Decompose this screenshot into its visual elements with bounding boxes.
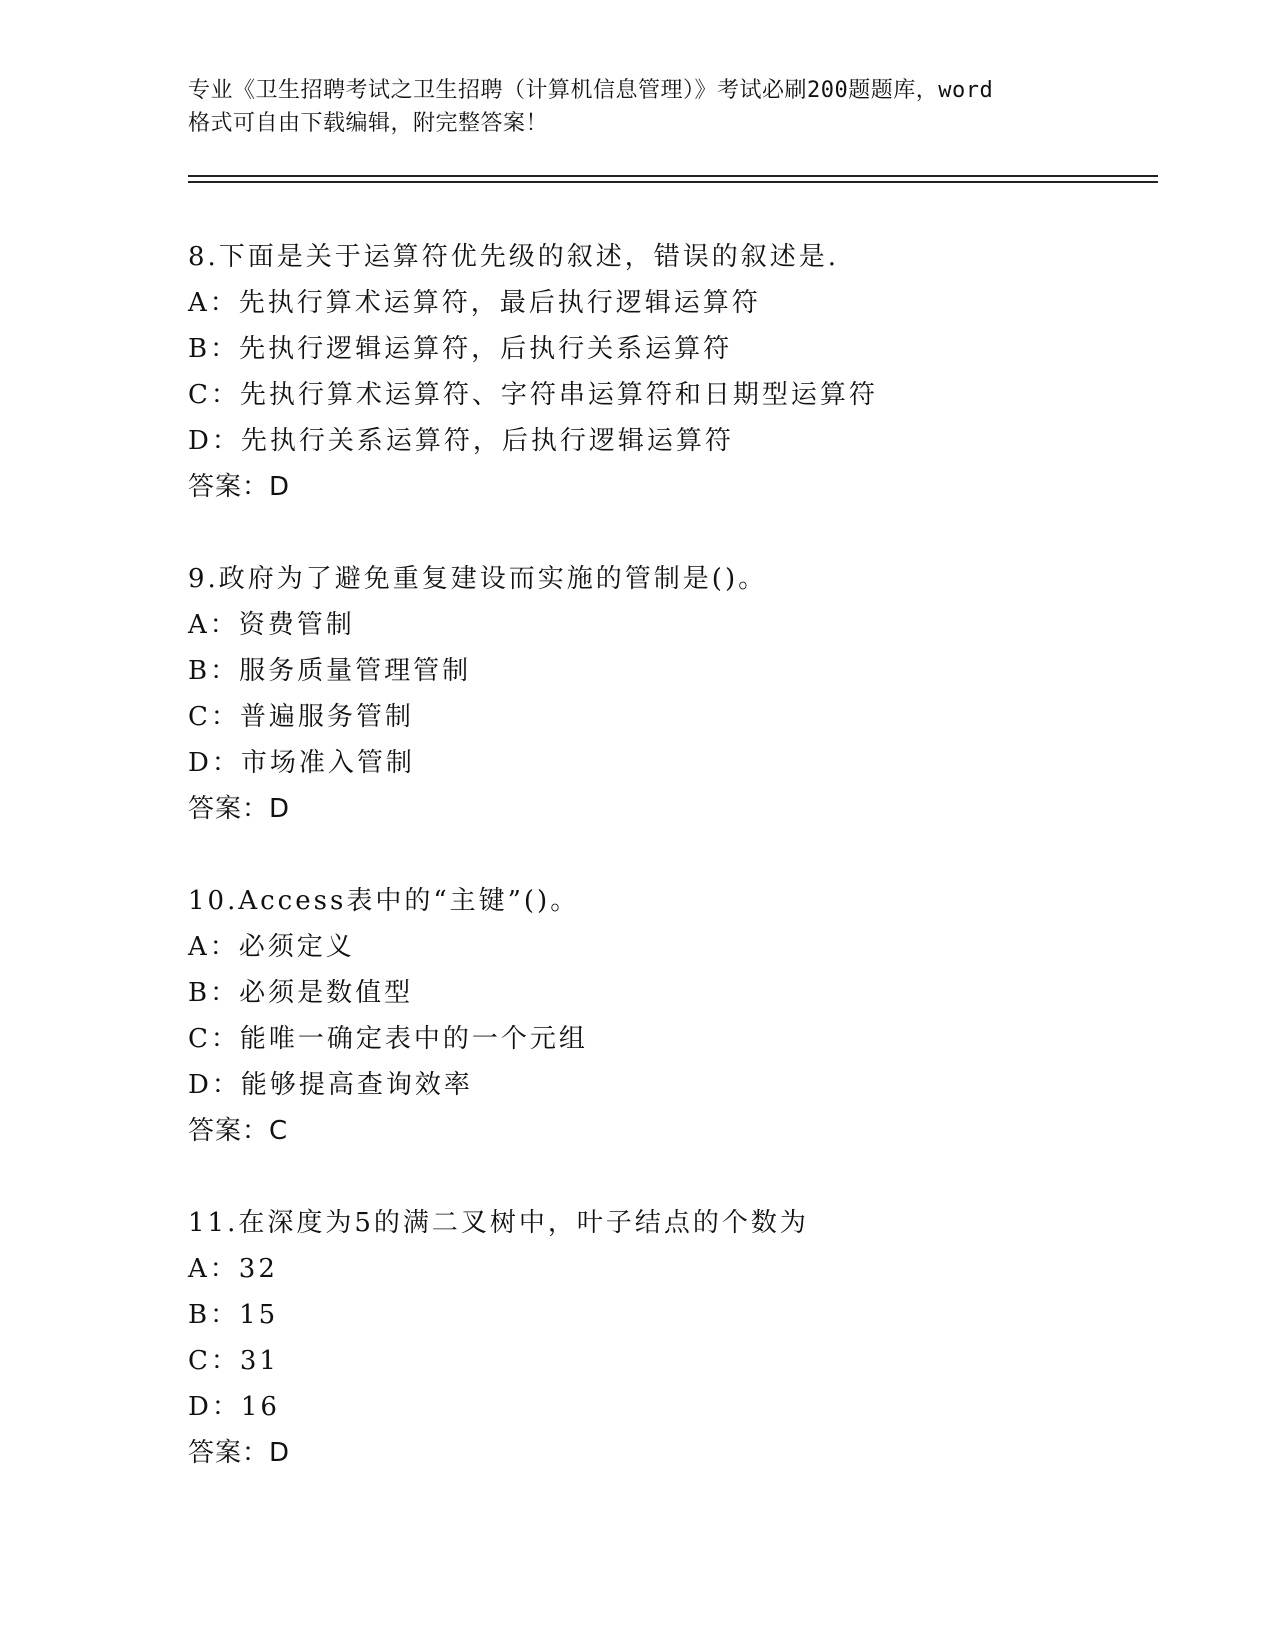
header-line-1: 专业《卫生招聘考试之卫生招聘（计算机信息管理）》考试必刷200题题库，word xyxy=(188,78,994,103)
option-b: B：服务质量管理管制 xyxy=(188,656,472,686)
answer-line: 答案：D xyxy=(188,1438,291,1468)
answer-line: 答案：D xyxy=(188,794,291,824)
option-a: A：先执行算术运算符，最后执行逻辑运算符 xyxy=(188,288,761,318)
option-d: D：能够提高查询效率 xyxy=(188,1070,473,1100)
option-c: C：能唯一确定表中的一个元组 xyxy=(188,1024,588,1054)
document-header xyxy=(188,74,1088,140)
question-block xyxy=(188,556,1168,832)
question-block xyxy=(188,1200,1168,1476)
option-c: C：普遍服务管制 xyxy=(188,702,414,732)
option-c: C：先执行算术运算符、字符串运算符和日期型运算符 xyxy=(188,380,878,410)
answer-line: 答案：D xyxy=(188,472,291,502)
question-stem: 10.Access表中的“主键”()。 xyxy=(188,886,580,916)
option-a: A：资费管制 xyxy=(188,610,355,640)
option-d: D：16 xyxy=(188,1392,280,1422)
option-d: D：市场准入管制 xyxy=(188,748,415,778)
option-b: B：先执行逻辑运算符，后执行关系运算符 xyxy=(188,334,733,364)
option-c: C：31 xyxy=(188,1346,279,1376)
question-block xyxy=(188,234,1168,510)
header-divider-top xyxy=(188,175,1158,177)
option-a: A：必须定义 xyxy=(188,932,355,962)
question-block xyxy=(188,878,1168,1154)
option-b: B：必须是数值型 xyxy=(188,978,414,1008)
question-stem: 11.在深度为5的满二叉树中，叶子结点的个数为 xyxy=(188,1208,809,1238)
question-stem: 8.下面是关于运算符优先级的叙述，错误的叙述是. xyxy=(188,242,840,272)
option-d: D：先执行关系运算符，后执行逻辑运算符 xyxy=(188,426,734,456)
question-stem: 9.政府为了避免重复建设而实施的管制是()。 xyxy=(188,564,768,594)
option-b: B：15 xyxy=(188,1300,279,1330)
header-line-2: 格式可自由下载编辑，附完整答案！ xyxy=(188,111,549,136)
header-divider-bottom xyxy=(188,181,1158,183)
answer-line: 答案：C xyxy=(188,1116,289,1146)
option-a: A：32 xyxy=(188,1254,278,1284)
